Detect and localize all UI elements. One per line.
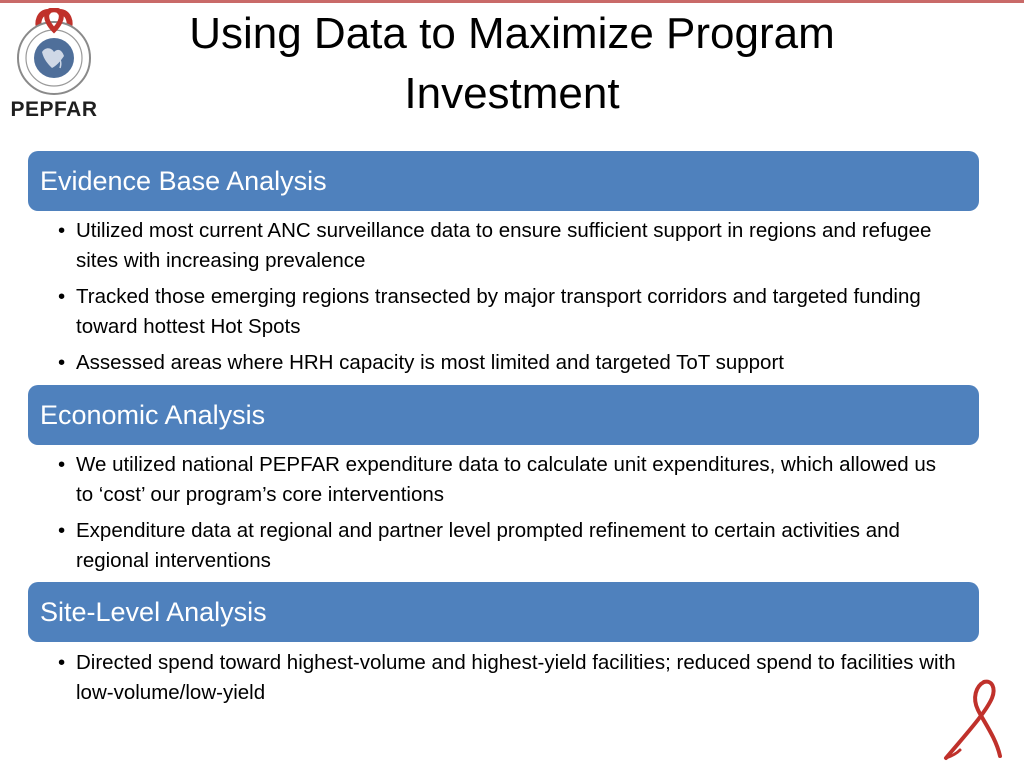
section-bullets-economic [58, 450, 958, 582]
bullet-item: • Directed spend toward highest-volume and highest-yield facilities; reduced spend to facilities with low-volume/low-yield [58, 648, 958, 708]
bullet-item: • Utilized most current ANC surveillance data to ensure sufficient support in regions and refugee sites with increasing prevalence [58, 216, 958, 276]
bullet-item: • Tracked those emerging regions transected by major transport corridors and targeted funding toward hottest Hot Spots [58, 282, 958, 342]
top-accent-line [0, 0, 1024, 3]
bullet-item: • Assessed areas where HRH capacity is most limited and targeted ToT support [58, 348, 958, 378]
section-bullets-site-level [58, 648, 958, 714]
section-header-evidence-base: Evidence Base Analysis [28, 151, 979, 211]
page-title: Using Data to Maximize Program Investment [189, 9, 835, 118]
section-header-site-level: Site-Level Analysis [28, 582, 979, 642]
section-header-economic: Economic Analysis [28, 385, 979, 445]
bullet-item: • We utilized national PEPFAR expenditure data to calculate unit expenditures, which allowed us to ‘cost’ our program’s core interventions [58, 450, 958, 510]
section-bullets-evidence-base [58, 216, 958, 384]
pepfar-logo-text: PEPFAR [10, 98, 98, 121]
bullet-item: • Expenditure data at regional and partner level prompted refinement to certain activities and regional interventions [58, 516, 958, 576]
red-ribbon-icon [938, 676, 1008, 764]
